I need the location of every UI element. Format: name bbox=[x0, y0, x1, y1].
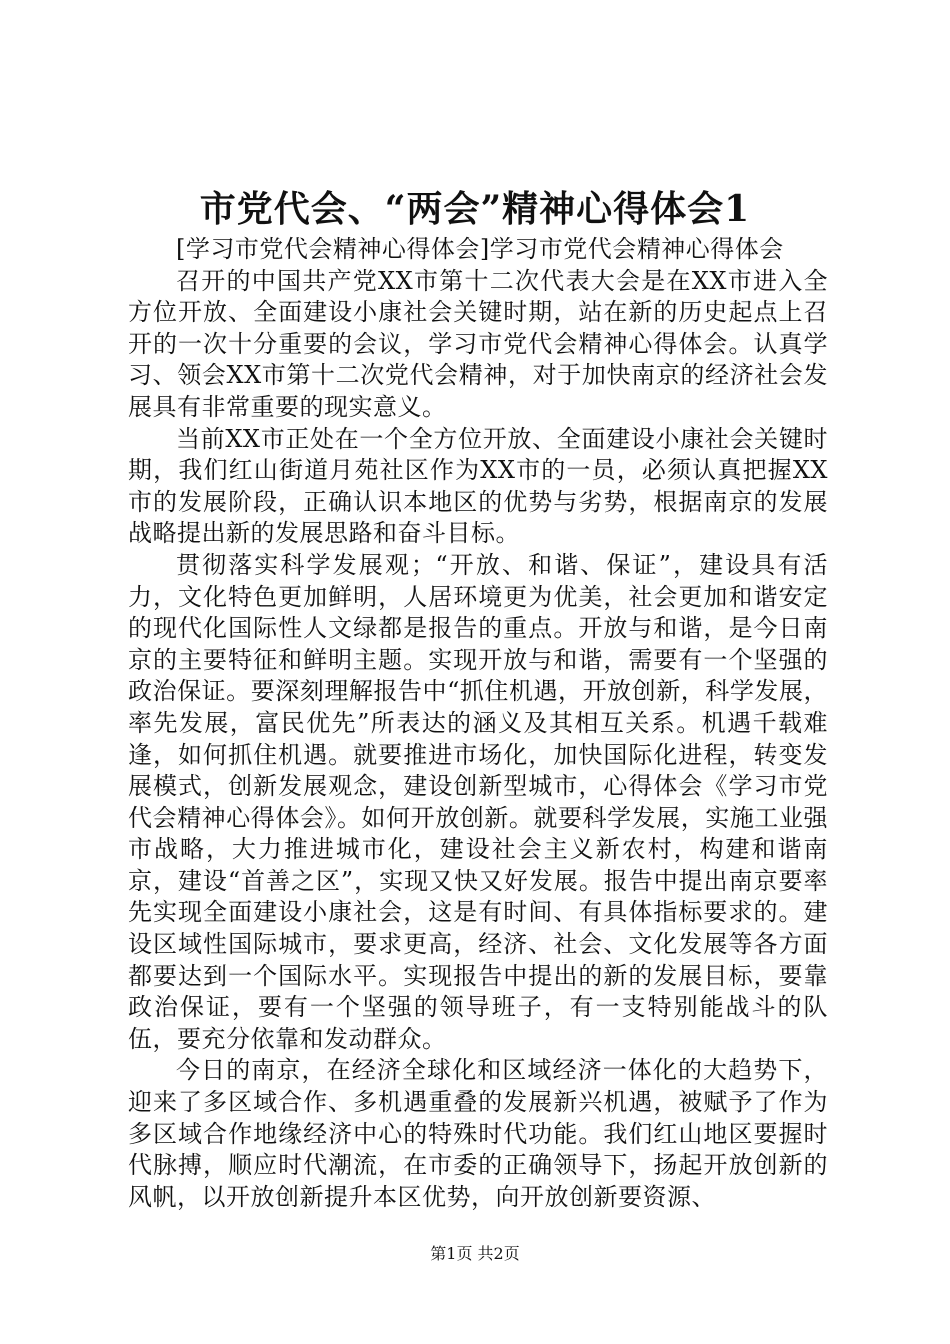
paragraph-1: [学习市党代会精神心得体会]学习市党代会精神心得体会 bbox=[176, 235, 784, 263]
paragraph-2: 召开的中国共产党XX市第十二次代表大会是在XX市进入全方位开放、全面建设小康社会关键时期，站在新的历史起点上召开的一次十分重要的会议，学习市党代会精神心得体会。认真学习、领会XX市第十二次党代会精神，对于加快南京的经济社会发展具有非常重要的现实意义。 bbox=[128, 266, 828, 421]
document-body bbox=[128, 234, 828, 1213]
document-title: 市党代会、“两会”精神心得体会1 bbox=[199, 188, 751, 230]
page-footer: 第1页 共2页 bbox=[430, 1244, 520, 1263]
paragraph-4: 贯彻落实科学发展观；“开放、和谐、保证”，建设具有活力，文化特色更加鲜明，人居环境更为优美，社会更加和谐安定的现代化国际性人文绿都是报告的重点。开放与和谐，是今日南京的主要特征和鲜明主题。实现开放与和谐，需要有一个坚强的政治保证。要深刻理解报告中“抓住机遇，开放创新，科学发展，率先发展，富民优先”所表达的涵义及其相互关系。机遇千载难逢，如何抓住机遇。就要推进市场化，加快国际化进程，转变发展模式，创新发展观念，建设创新型城市，心得体会《学习市党代会精神心得体会》。如何开放创新。就要科学发展，实施工业强市战略，大力推进城市化，建设社会主义新农村，构建和谐南京，建设“首善之区”，实现又快又好发展。报告中提出南京要率先实现全面建设小康社会，这是有时间、有具体指标要求的。建设区域性国际城市，要求更高，经济、社会、文化发展等各方面都要达到一个国际水平。实现报告中提出的新的发展目标，要靠政治保证，要有一个坚强的领导班子，有一支特别能战斗的队伍，要充分依靠和发动群众。 bbox=[128, 550, 828, 1053]
paragraph-5: 今日的南京，在经济全球化和区域经济一体化的大趋势下，迎来了多区域合作、多机遇重叠的发展新兴机遇，被赋予了作为多区域合作地缘经济中心的特殊时代功能。我们红山地区要握时代脉搏，顺应时代潮流，在市委的正确领导下，扬起开放创新的风帆，以开放创新提升本区优势，向开放创新要资源、 bbox=[128, 1056, 828, 1211]
paragraph-3: 当前XX市正处在一个全方位开放、全面建设小康社会关键时期，我们红山街道月苑社区作为XX市的一员，必须认真把握XX市的发展阶段，正确认识本地区的优势与劣势，根据南京的发展战略提出新的发展思路和奋斗目标。 bbox=[128, 424, 828, 548]
